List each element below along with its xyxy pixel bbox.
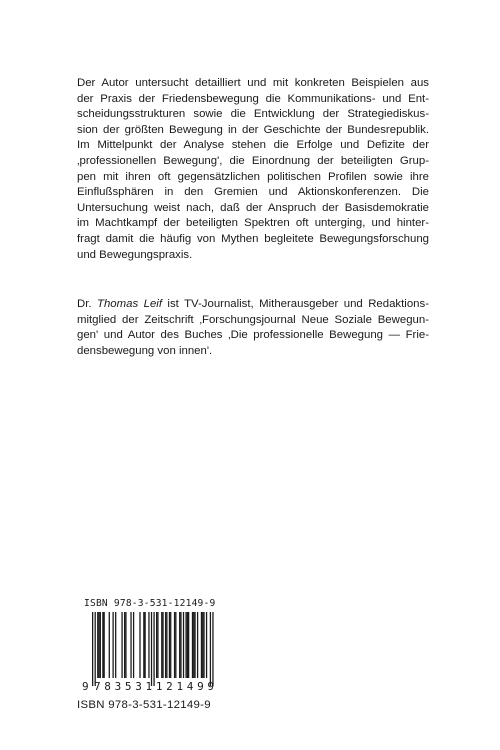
- barcode-bar: [210, 612, 211, 686]
- barcode-bar: [133, 612, 134, 678]
- author-bio-text: ist TV-Journalist, Mitherausgeber und Redaktions-: [161, 298, 429, 310]
- barcode-bar: [192, 612, 193, 678]
- barcode-bar: [169, 612, 170, 678]
- barcode-bar: [97, 612, 98, 678]
- barcode-bar: [187, 612, 188, 678]
- blurb-line: scheidungsstrukturen sowie die Entwicklung der Strategiediskus-: [77, 108, 429, 121]
- barcode-bar: [125, 612, 126, 678]
- blurb-line: sion der größten Bewegung in der Geschichte der Bundesrepublik.: [77, 123, 429, 136]
- ean-digits: 783531121499: [94, 680, 214, 692]
- blurb-line: Einflußsphären in den Gremien und Aktionskonferenzen. Die: [77, 186, 429, 199]
- blurb-line: und Bewegungspraxis.: [77, 248, 193, 261]
- barcode-bar: [180, 612, 181, 678]
- barcode-bar: [121, 612, 122, 678]
- barcode-bar: [95, 612, 96, 686]
- barcode-bar: [157, 612, 158, 678]
- barcode-bar: [161, 612, 162, 678]
- barcode-bar: [115, 612, 116, 678]
- barcode-bar: [144, 612, 145, 678]
- barcode-bar: [124, 612, 125, 678]
- barcode-bar: [165, 612, 166, 678]
- barcode-bar: [130, 612, 131, 678]
- blurb-line: fragt damit die häufig von Mythen begleitete Bewegungsforschung: [77, 232, 429, 245]
- author-bio-line: gen' und Autor des Buches ‚Die professionelle Bewegung — Frie-: [77, 329, 429, 342]
- blurb-line: im Machtkampf der beteiligten Spektren oft unterging, und hinter-: [77, 217, 429, 230]
- barcode-bar: [175, 612, 176, 678]
- barcode-bar: [143, 612, 144, 678]
- author-bio-line: [77, 297, 429, 313]
- ean-barcode: [80, 612, 220, 692]
- barcode-bar: [185, 612, 186, 678]
- barcode-bar: [109, 612, 110, 678]
- barcode-bar: [188, 612, 189, 678]
- author-bio-line: mitglied der Zeitschrift ‚Forschungsjournal Neue Soziale Bewegun-: [77, 313, 429, 326]
- blurb-line: Der Autor untersucht detailliert und mit konkreten Beispielen aus: [77, 77, 429, 89]
- barcode-bar: [202, 612, 203, 678]
- barcode-bar: [139, 612, 140, 678]
- barcode-bar: [201, 612, 202, 678]
- blurb-line: der Praxis der Friedensbewegung die Kommunikations- und Ent-: [77, 92, 429, 105]
- barcode-bar: [102, 612, 103, 678]
- author-bio-paragraph: [77, 297, 429, 359]
- barcode-bar: [174, 612, 175, 678]
- barcode-bar: [179, 612, 180, 678]
- barcode-bar: [203, 612, 204, 678]
- barcode-bar: [151, 612, 152, 686]
- barcode-bar: [166, 612, 167, 678]
- barcode-bar: [156, 612, 157, 678]
- blurb-line: Im Mittelpunkt der Analyse stehen die Erfolge und Defizite der: [77, 139, 429, 152]
- barcode-bar: [193, 612, 194, 678]
- barcode-bar: [112, 612, 113, 678]
- barcode-bar: [212, 612, 213, 686]
- author-name: Thomas Leif: [97, 298, 162, 310]
- barcode-block: [80, 598, 240, 692]
- barcode-bar: [92, 612, 93, 686]
- barcode-bar: [197, 612, 198, 678]
- barcode-bar: [206, 612, 207, 678]
- barcode-bar: [183, 612, 184, 678]
- barcode-bar: [98, 612, 99, 678]
- blurb-paragraph-1: [77, 76, 429, 263]
- author-bio-line: densbewegung von innen'.: [77, 344, 213, 357]
- barcode-bar: [170, 612, 171, 678]
- author-title: Dr.: [77, 298, 98, 310]
- barcode-bar: [104, 612, 105, 678]
- isbn-bottom-label: ISBN 978-3-531-12149-9: [77, 699, 211, 711]
- isbn-top-label: ISBN 978-3-531-12149-9: [84, 598, 216, 609]
- blurb-line: pen mit ihren oft gegensätzlichen politischen Profilen sowie ihre: [77, 170, 429, 183]
- barcode-bar: [153, 612, 154, 686]
- barcode-bar: [148, 612, 149, 678]
- barcode-bars: [92, 612, 214, 686]
- blurb-line: Untersuchung weist nach, daß der Anspruch der Basisdemokratie: [77, 201, 429, 214]
- ean-prefix-digit: 9: [82, 680, 89, 692]
- barcode-bar: [100, 612, 101, 678]
- barcode-bar: [194, 612, 195, 678]
- blurb-line: ‚professionellen Bewegung', die Einordnung der beteiligten Grup-: [77, 154, 429, 167]
- barcode-bar: [162, 612, 163, 678]
